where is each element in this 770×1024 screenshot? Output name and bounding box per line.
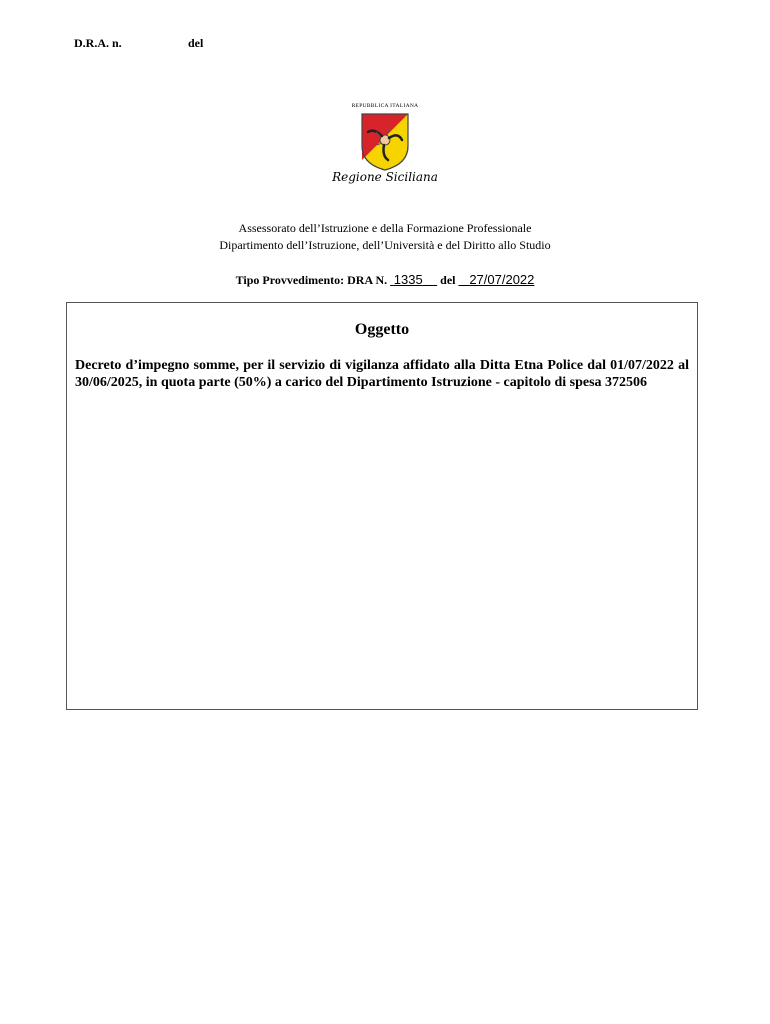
regione-siciliana-emblem	[330, 100, 440, 200]
oggetto-title: Oggetto	[354, 321, 410, 338]
provvedimento-number: 1335	[393, 272, 423, 287]
dipartimento-heading: Dipartimento dell’Istruzione, dell’Università e del Diritto allo Studio	[219, 238, 551, 252]
trinacria-shield-icon	[360, 112, 410, 172]
oggetto-text: Decreto d’impegno somme, per il servizio di vigilanza affidato alla Ditta Etna Police dal 01/07/2022 al 30/06/2025, in quota parte (50%) a carico del Dipartimento Istruzione - capitolo di spesa 372506	[75, 358, 689, 390]
emblem-top-text: REPUBBLICA ITALIANA	[351, 103, 419, 109]
emblem-signature: Regione Siciliana	[332, 170, 438, 184]
oggetto-box	[66, 302, 698, 710]
tipo-provvedimento-label: Tipo Provvedimento: DRA N.	[235, 273, 388, 287]
tipo-provvedimento-line	[0, 272, 770, 288]
provvedimento-del-label: del	[440, 273, 456, 287]
dra-date-label: del	[188, 36, 204, 50]
assessorato-heading: Assessorato dell’Istruzione e della Formazione Professionale	[238, 221, 532, 235]
dra-number-label: D.R.A. n.	[74, 36, 122, 50]
provvedimento-date: 27/07/2022	[469, 272, 535, 287]
